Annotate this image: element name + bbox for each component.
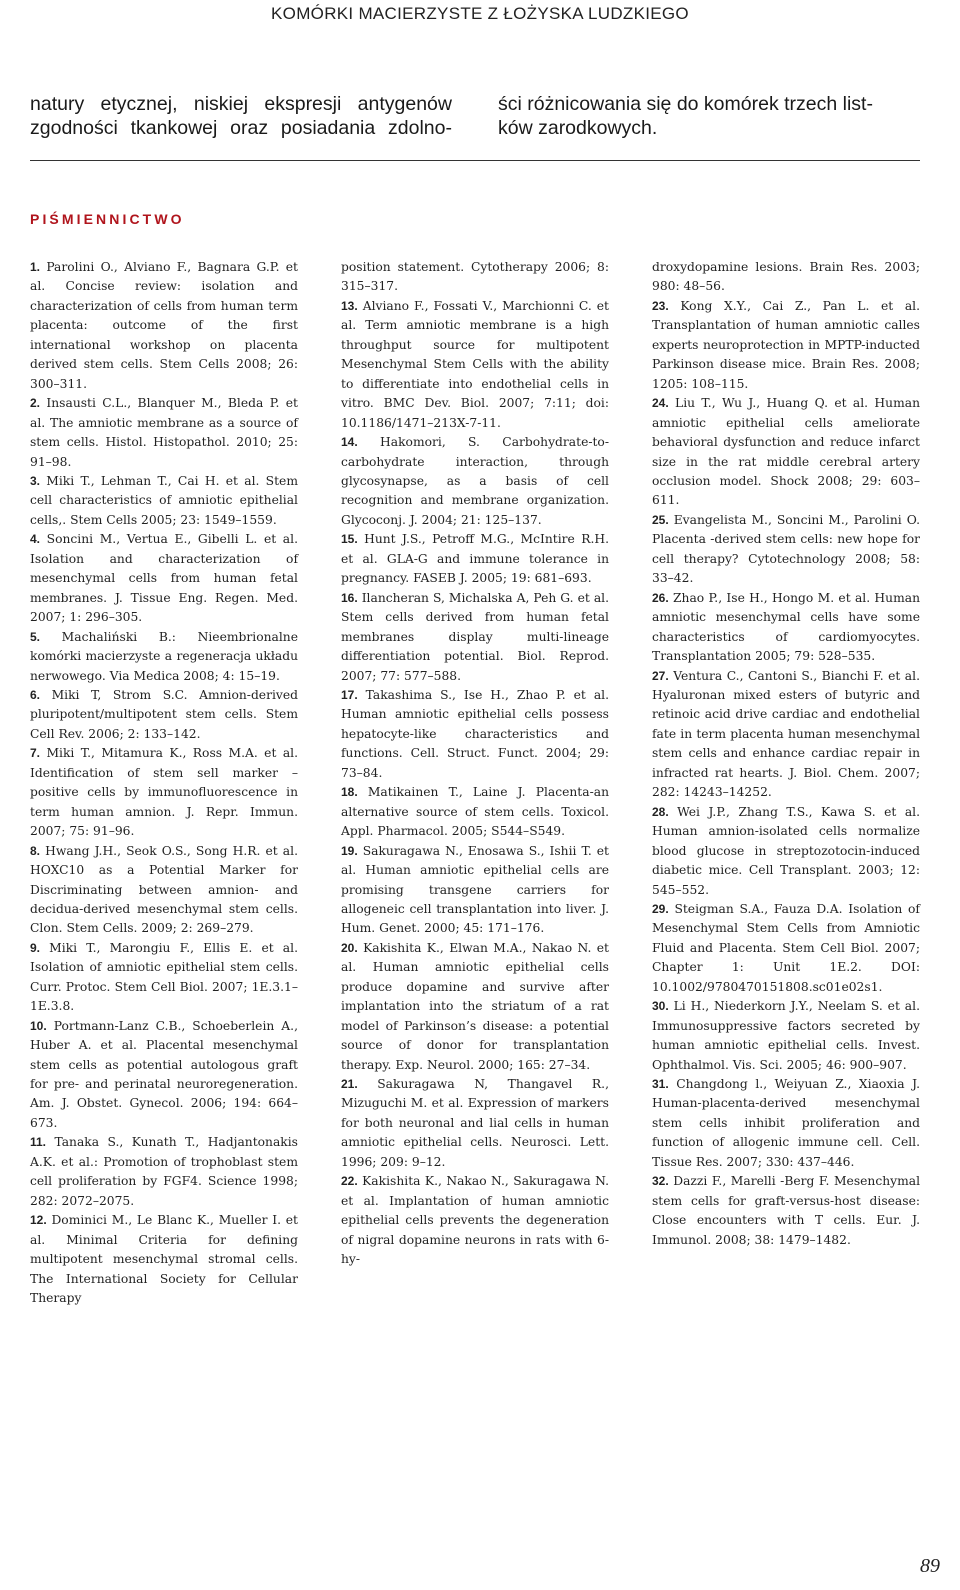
references-column-1: [30, 258, 298, 1308]
reference-number: 1.: [30, 260, 41, 274]
reference-item: [341, 1172, 609, 1269]
reference-item: [30, 686, 298, 744]
reference-text: Kakishita K., Elwan M.A., Nakao N. et al. Human amniotic epithelial cells produce dopamine and survive after implantation into the striatum of a rat model of Parkinson’s disease: a potential source of donor for transplantation therapy. Exp. Neurol. 2000; 165: 27–34.: [341, 940, 609, 1072]
reference-item: [30, 472, 298, 530]
reference-text: Kong X.Y., Cai Z., Pan L. et al. Transplantation of human amniotic calles experts neuroprotection in MPTP-inducted Parkinson disease mice. Brain Res. 2008; 1205: 108–115.: [652, 298, 920, 391]
reference-text: Insausti C.L., Blanquer M., Bleda P. et al. The amniotic membrane as a source of stem cells. Histol. Histopathol. 2010; 25: 91–98.: [30, 396, 298, 469]
intro-text: [30, 92, 920, 140]
reference-item: [341, 530, 609, 588]
reference-number: 8.: [30, 843, 41, 858]
reference-item: [652, 258, 920, 297]
reference-number: 11.: [30, 1135, 47, 1150]
reference-text: droxydopamine lesions. Brain Res. 2003; 980: 48–56.: [652, 260, 920, 294]
reference-text: Steigman S.A., Fauza D.A. Isolation of Mesenchymal Stem Cells from Amniotic Fluid and Placenta. Stem Cell Biol. 2007; Chapter 1: Unit 1E.2. DOI: 10.1002/9780470151808.sc01e02s1.: [652, 901, 920, 994]
reference-text: Sakuragawa N., Enosawa S., Ishii T. et al. Human amniotic epithelial cells are promising transgene carriers for allogeneic cell transplantation into liver. J. Hum. Genet. 2000; 45: 171–176.: [341, 843, 609, 936]
reference-text: Dominici M., Le Blanc K., Mueller I. et al. Minimal Criteria for defining multipotent mesenchymal stromal cells. The International Society for Cellular Therapy: [30, 1213, 298, 1306]
intro-column-left: [30, 92, 452, 140]
reference-number: 23.: [652, 298, 669, 313]
intro-column-right: [498, 92, 920, 140]
reference-text: Matikainen T., Laine J. Placenta-an alternative source of stem cells. Toxicol. Appl. Pharmacol. 2005; S544–S549.: [341, 785, 609, 839]
references-column-2: [341, 258, 609, 1308]
reference-item: [652, 394, 920, 511]
reference-text: Evangelista M., Soncini M., Parolini O. Placenta -derived stem cells: new hope for cell therapy? Cytotechnology 2008; 58: 33–42.: [652, 512, 920, 586]
reference-number: 16.: [341, 590, 358, 605]
reference-item: [30, 394, 298, 472]
reference-item: [30, 1017, 298, 1134]
reference-text: Kakishita K., Nakao N., Sakuragawa N. et al. Implantation of human amniotic epithelial cells prevents the degeneration of nigral dopamine neurons in rats with 6-hy-: [341, 1174, 609, 1267]
reference-item: [341, 783, 609, 841]
reference-number: 28.: [652, 804, 669, 819]
reference-text: Zhao P., Ise H., Hongo M. et al. Human amniotic mesenchymal cells have some characteristics of cardiomyocytes. Transplantation 2005; 79: 528–535.: [652, 590, 920, 664]
reference-number: 4.: [30, 532, 41, 547]
reference-number: 6.: [30, 687, 41, 702]
reference-text: Sakuragawa N, Thangavel R., Mizuguchi M. et al. Expression of markers for both neuronal and lial cells in human amniotic epithelial cells. Neurosci. Lett. 1996; 209: 9–12.: [341, 1077, 609, 1169]
horizontal-rule: [30, 160, 920, 161]
intro-line: natury etycznej, niskiej ekspresji antygenów: [30, 93, 452, 115]
reference-text: Hunt J.S., Petroff M.G., McIntire R.H. et al. GLA-G and immune tolerance in pregnancy. FASEB J. 2005; 19: 681–693.: [341, 532, 609, 586]
reference-number: 3.: [30, 473, 41, 488]
references-column-3: [652, 258, 920, 1308]
reference-item: [341, 686, 609, 783]
reference-item: [652, 297, 920, 394]
reference-number: 20.: [341, 940, 358, 955]
reference-text: Miki T., Mitamura K., Ross M.A. et al. Identification of stem sell marker – positive cells by immunofluorescence in term human amnion. J. Repr. Immun. 2007; 75: 91–96.: [30, 746, 298, 839]
reference-item: [341, 1075, 609, 1172]
reference-item: [652, 589, 920, 667]
reference-number: 5.: [30, 629, 41, 644]
reference-number: 25.: [652, 512, 669, 527]
reference-number: 13.: [341, 298, 358, 313]
reference-text: Hakomori, S. Carbohydrate-to-carbohydrate interaction, through glycosynapse, as a basis of cell recognition and membrane organization. Glycoconj. J. 2004; 21: 125–137.: [341, 435, 609, 527]
intro-line: ków zarodkowych.: [498, 117, 658, 139]
reference-number: 7.: [30, 746, 41, 761]
reference-number: 2.: [30, 396, 41, 411]
reference-number: 19.: [341, 843, 358, 858]
reference-text: Li H., Niederkorn J.Y., Neelam S. et al. Immunosuppressive factors secreted by human amniotic epithelial cells. Invest. Ophthalmol. Vis. Sci. 2005; 46: 900–907.: [652, 999, 920, 1072]
reference-item: [30, 1133, 298, 1211]
reference-item: [341, 297, 609, 433]
reference-item: [341, 258, 609, 297]
intro-line: zgodności tkankowej oraz posiadania zdolno-: [30, 117, 452, 139]
reference-item: [652, 511, 920, 589]
reference-number: 17.: [341, 687, 358, 702]
page-number: 89: [920, 1555, 940, 1577]
reference-number: 30.: [652, 999, 669, 1014]
reference-item: [30, 258, 298, 394]
reference-item: [341, 589, 609, 686]
reference-number: 32.: [652, 1174, 669, 1189]
reference-item: [652, 803, 920, 900]
reference-text: Miki T., Marongiu F., Ellis E. et al. Isolation of amniotic epithelial stem cells. Curr. Protoc. Stem Cell Biol. 2007; 1E.3.1–1E.3.8.: [30, 940, 298, 1014]
reference-item: [652, 1075, 920, 1172]
running-head: KOMÓRKI MACIERZYSTE Z ŁOŻYSKA LUDZKIEGO: [271, 4, 689, 23]
reference-text: Tanaka S., Kunath T., Hadjantonakis A.K. et al.: Promotion of trophoblast stem cell proliferation by FGF4. Science 1998; 282: 2072–2075.: [30, 1135, 298, 1208]
reference-item: [341, 939, 609, 1075]
reference-item: [30, 628, 298, 686]
reference-number: 10.: [30, 1018, 47, 1033]
reference-text: Hwang J.H., Seok O.S., Song H.R. et al. HOXC10 as a Potential Marker for Discriminating between amnion- and decidua-derived mesenchymal stem cells. Clon. Stem Cells. 2009; 2: 269–279.: [30, 843, 298, 936]
reference-item: [652, 1172, 920, 1250]
reference-text: Alviano F., Fossati V., Marchionni C. et al. Term amniotic membrane is a high throughput source for multipotent Mesenchymal Stem Cells with the ability to differentiate into endothelial cells in vitro. BMC Dev. Biol. 2007; 7:11; doi: 10.1186/1471–213X-7-11.: [341, 298, 609, 430]
reference-item: [30, 1211, 298, 1308]
reference-text: Portmann-Lanz C.B., Schoeberlein A., Huber A. et al. Placental mesenchymal stem cells as potential autologous graft for pre- and perinatal neuroregeneration. Am. J. Obstet. Gynecol. 2006; 194: 664–673.: [30, 1018, 298, 1130]
reference-item: [341, 842, 609, 939]
reference-text: Liu T., Wu J., Huang Q. et al. Human amniotic epithelial cells ameliorate behavioral dysfunction and reduce infarct size in the rat middle cerebral artery occlusion model. Shock 2008; 29: 603–611.: [652, 396, 920, 508]
reference-number: 29.: [652, 901, 669, 916]
reference-number: 27.: [652, 668, 669, 683]
reference-text: Dazzi F., Marelli -Berg F. Mesenchymal stem cells for graft-versus-host disease: Close encounters with T cells. Eur. J. Immunol. 2008; 38: 1479–1482.: [652, 1174, 920, 1247]
reference-number: 21.: [341, 1077, 358, 1092]
reference-text: Ilancheran S, Michalska A, Peh G. et al. Stem cells derived from human fetal membranes display multi-lineage differentiation potential. Biol. Reprod. 2007; 77: 577–588.: [341, 590, 609, 683]
reference-text: Changdong l., Weiyuan Z., Xiaoxia J. Human-placenta-derived mesenchymal stem cells inhibit proliferation and function of allogenic immune cell. Cell. Tissue Res. 2007; 330: 437–446.: [652, 1077, 920, 1169]
reference-text: Miki T., Lehman T., Cai H. et al. Stem cell characteristics of amniotic epithelial cells,. Stem Cells 2005; 23: 1549–1559.: [30, 473, 298, 527]
reference-number: 14.: [341, 435, 358, 450]
reference-number: 24.: [652, 396, 669, 411]
reference-number: 15.: [341, 532, 358, 547]
references: [30, 258, 920, 1308]
reference-number: 31.: [652, 1077, 669, 1092]
reference-text: Soncini M., Vertua E., Gibelli L. et al. Isolation and characterization of mesenchymal cells from human fetal membranes. J. Tissue Eng. Regen. Med. 2007; 1: 296–305.: [30, 532, 298, 625]
intro-line: ści różnicowania się do komórek trzech list-: [498, 93, 873, 115]
reference-number: 12.: [30, 1213, 47, 1228]
reference-text: Machaliński B.: Nieembrionalne komórki macierzyste a regeneracja układu nerwowego. Via Medica 2008; 4: 15–19.: [30, 629, 298, 683]
reference-text: Parolini O., Alviano F., Bagnara G.P. et al. Concise review: isolation and characterization of cells from human term placenta: outcome of the first international workshop on placenta derived stem cells. Stem Cells 2008; 26: 300–311.: [30, 260, 298, 391]
reference-text: Wei J.P., Zhang T.S., Kawa S. et al. Human amnion-isolated cells normalize blood glucose in streptozotocin-induced diabetic mice. Cell Transplant. 2003; 12: 545–552.: [652, 804, 920, 897]
reference-number: 9.: [30, 940, 41, 955]
reference-text: position statement. Cytotherapy 2006; 8: 315–317.: [341, 260, 609, 294]
reference-item: [30, 744, 298, 841]
reference-item: [652, 997, 920, 1075]
reference-number: 22.: [341, 1174, 358, 1189]
reference-text: Ventura C., Cantoni S., Bianchi F. et al. Hyaluronan mixed esters of butyric and retinoic acid drive cardiac and endothelial fate in term placenta human mesenchymal stem cells and enhance cardiac repair in infracted rat hearts. J. Biol. Chem. 2007; 282: 14243–14252.: [652, 668, 920, 800]
section-title: PIŚMIENNICTWO: [30, 211, 185, 227]
reference-text: Miki T, Strom S.C. Amnion-derived pluripotent/multipotent stem cells. Stem Cell Rev. 2006; 2: 133–142.: [30, 687, 298, 741]
reference-text: Takashima S., Ise H., Zhao P. et al. Human amniotic epithelial cells possess hepatocyte-like characteristics and functions. Cell. Struct. Funct. 2004; 29: 73–84.: [341, 687, 609, 780]
reference-item: [341, 433, 609, 530]
reference-item: [652, 900, 920, 997]
reference-item: [30, 939, 298, 1017]
reference-item: [30, 842, 298, 939]
reference-item: [652, 667, 920, 803]
reference-number: 18.: [341, 785, 358, 800]
reference-item: [30, 530, 298, 627]
reference-number: 26.: [652, 590, 669, 605]
